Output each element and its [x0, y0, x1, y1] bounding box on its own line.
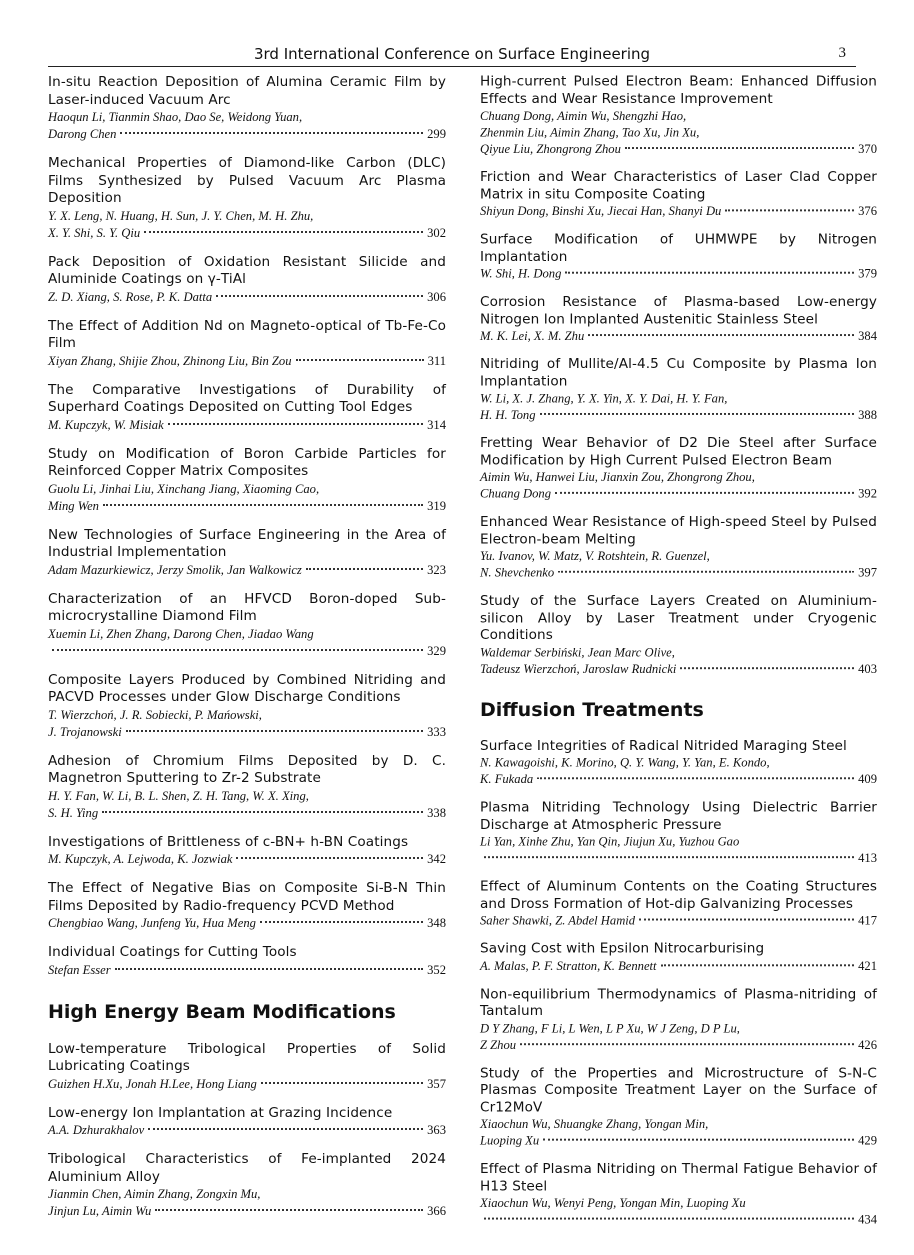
toc-entry [480, 169, 877, 220]
entry-page-number: 342 [427, 852, 446, 866]
entry-authors-last: Jinjun Lu, Aimin Wu [48, 1204, 152, 1218]
entry-page-line [48, 643, 446, 660]
entry-authors: Li Yan, Xinhe Zhu, Yan Qin, Jiujun Xu, Yuzhou Gao [480, 834, 740, 849]
entry-authors: Jianmin Chen, Aimin Zhang, Zongxin Mu, [48, 1187, 261, 1201]
entry-page-number: 397 [858, 565, 877, 580]
entry-authors-last: Chuang Dong [480, 487, 552, 501]
entry-title: High-current Pulsed Electron Beam: Enhanced Diffusion Effects and Wear Resistance Improvement [480, 74, 877, 107]
entry-authors-last: Xiyan Zhang, Shijie Zhou, Zhinong Liu, Bin Zou [48, 353, 292, 368]
toc-entry [48, 944, 446, 979]
entry-page-line [480, 266, 877, 283]
entry-authors: Waldemar Serbiński, Jean Marc Olive, [480, 645, 675, 659]
entry-page-number: 299 [427, 127, 446, 141]
entry-authors-last: W. Shi, H. Dong [480, 266, 562, 281]
entry-page-number: 302 [427, 225, 446, 240]
entry-title: Study of the Surface Layers Created on Aluminium-silicon Alloy by Laser Treatment under Cryogenic Conditions [480, 593, 877, 643]
entry-page-line [480, 328, 877, 345]
toc-right-column [480, 74, 877, 1240]
entry-page-line [480, 204, 877, 221]
dot-leader [680, 667, 854, 669]
dot-leader [725, 209, 854, 211]
entry-authors-last: Chengbiao Wang, Junfeng Yu, Hua Meng [48, 916, 256, 930]
dot-leader [115, 968, 423, 970]
dot-leader [168, 423, 423, 425]
entry-authors-last: M. Kupczyk, W. Misiak [48, 417, 164, 432]
entry-title: Effect of Aluminum Contents on the Coating Structures and Dross Formation of Hot-dip Galvanizing Processes [480, 878, 877, 912]
dot-leader [126, 730, 423, 732]
entry-page-number: 357 [427, 1076, 446, 1091]
entry-authors-last: Qiyue Liu, Zhongrong Zhou [480, 142, 621, 156]
dot-leader [103, 504, 423, 506]
dot-leader [120, 132, 423, 134]
toc-entry [480, 879, 877, 930]
entry-authors-last: A.A. Dzhurakhalov [48, 1123, 145, 1137]
entry-title: The Effect of Negative Bias on Composite Si-B-N Thin Films Deposited by Radio-frequency PCVD Method [48, 880, 446, 914]
toc-entry [480, 738, 877, 788]
entry-page-number: 333 [427, 724, 446, 739]
entry-page-number: 434 [858, 1212, 877, 1227]
dot-leader [565, 272, 854, 274]
entry-authors-last: S. H. Ying [48, 805, 99, 820]
entry-title: Surface Modification of UHMWPE by Nitrogen Implantation [480, 231, 877, 265]
entry-authors-last: Stefan Esser [48, 962, 111, 977]
entry-title: Low-temperature Tribological Properties of Solid Lubricating Coatings [48, 1040, 446, 1074]
entry-authors-last: M. Kupczyk, A. Lejwoda, K. Jozwiak [48, 852, 233, 866]
entry-authors: Haoqun Li, Tianmin Shao, Dao Se, Weidong Yuan, [48, 110, 303, 124]
toc-entry [480, 593, 877, 677]
entry-authors: Y. X. Leng, N. Huang, H. Sun, J. Y. Chen, M. H. Zhu, [48, 208, 314, 223]
dot-leader [155, 1209, 423, 1211]
entry-authors: T. Wierzchoń, J. R. Sobiecki, P. Mańowski, [48, 707, 262, 722]
entry-authors-last: Z. D. Xiang, S. Rose, P. K. Datta [48, 289, 213, 304]
entry-page-line [48, 498, 446, 515]
toc-entry [480, 800, 877, 867]
dot-leader [216, 295, 423, 297]
toc-entry [48, 318, 446, 370]
toc-entry [48, 74, 446, 143]
toc-entry [48, 382, 446, 434]
toc-entry [480, 435, 877, 502]
entry-title: Fretting Wear Behavior of D2 Die Steel after Surface Modification by High Current Pulsed Electron Beam [480, 435, 877, 469]
toc-entry [48, 880, 446, 932]
dot-leader [555, 492, 854, 494]
entry-authors: N. Kawagoishi, K. Morino, Q. Y. Wang, Y. Yan, E. Kondo, [480, 755, 770, 770]
conference-title: 3rd International Conference on Surface Engineering [253, 45, 651, 63]
entry-page-number: 370 [858, 142, 877, 156]
toc-entry [480, 1161, 877, 1228]
entry-page-line [48, 289, 446, 306]
entry-page-number: 306 [427, 289, 446, 304]
entry-authors-last: Guizhen H.Xu, Jonah H.Lee, Hong Liang [48, 1076, 257, 1091]
dot-leader [296, 359, 424, 361]
entry-authors: Aimin Wu, Hanwei Liu, Jianxin Zou, Zhongrong Zhou, [480, 470, 755, 485]
entry-page-number: 403 [858, 661, 877, 676]
entry-title: Enhanced Wear Resistance of High-speed Steel by Pulsed Electron-beam Melting [480, 514, 877, 547]
entry-page-number: 348 [427, 916, 446, 930]
entry-page-number: 319 [427, 498, 446, 513]
entry-authors: Xuemin Li, Zhen Zhang, Darong Chen, Jiadao Wang [48, 626, 314, 641]
entry-authors-last: Adam Mazurkiewicz, Jerzy Smolik, Jan Walkowicz [48, 562, 302, 577]
section-heading: High Energy Beam Modifications [48, 1000, 396, 1023]
entry-page-line [48, 805, 446, 822]
entry-page-number: 409 [858, 772, 877, 787]
entry-authors-last: H. H. Tong [480, 408, 536, 422]
entry-page-line [48, 1122, 446, 1139]
entry-title: Saving Cost with Epsilon Nitrocarburising [480, 940, 765, 957]
dot-leader [639, 919, 854, 921]
dot-leader [144, 231, 423, 233]
entry-page-number: 352 [427, 962, 446, 977]
toc-entry [480, 986, 877, 1053]
entry-page-number: 338 [427, 805, 446, 820]
entry-title: Tribological Characteristics of Fe-implanted 2024 Aluminium Alloy [48, 1151, 446, 1185]
entry-title: Effect of Plasma Nitriding on Thermal Fatigue Behavior of H13 Steel [480, 1161, 877, 1194]
entry-page-line [480, 1133, 877, 1150]
entry-authors: Guolu Li, Jinhai Liu, Xinchang Jiang, Xiaoming Cao, [48, 481, 320, 496]
toc-entry [48, 446, 446, 515]
entry-page-line [480, 141, 877, 158]
entry-authors-last: Darong Chen [48, 127, 117, 141]
entry-authors: Xiaochun Wu, Wenyi Peng, Yongan Min, Luoping Xu [480, 1196, 746, 1210]
toc-entry [480, 514, 877, 581]
toc-entry [48, 834, 446, 869]
entry-page-number: 413 [858, 851, 877, 865]
toc-left-column [48, 74, 446, 1232]
entry-page-line [480, 850, 877, 867]
entry-authors: Xiaochun Wu, Shuangke Zhang, Yongan Min, [480, 1117, 709, 1131]
dot-leader [543, 1139, 854, 1141]
entry-title: Study of the Properties and Microstructure of S-N-C Plasmas Composite Treatment Layer on the Surface of Cr12MoV [480, 1065, 877, 1115]
entry-authors-last: Shiyun Dong, Binshi Xu, Jiecai Han, Shanyi Du [480, 204, 722, 219]
dot-leader [306, 568, 423, 570]
entry-authors-last: Z Zhou [480, 1037, 517, 1052]
dot-leader [484, 1218, 854, 1220]
entry-page-number: 392 [858, 487, 877, 501]
entry-page-number: 366 [427, 1204, 446, 1218]
entry-authors-last: M. K. Lei, X. M. Zhu [480, 329, 585, 343]
entry-authors-last: Ming Wen [48, 498, 99, 513]
dot-leader [52, 649, 423, 651]
toc-entry [48, 155, 446, 242]
toc-entry [480, 1065, 877, 1149]
dot-leader [558, 571, 854, 573]
dot-leader [236, 857, 423, 859]
dot-leader [537, 777, 854, 779]
entry-page-number: 323 [427, 562, 446, 577]
dot-leader [148, 1128, 423, 1130]
entry-page-line [48, 915, 446, 932]
toc-entry [480, 74, 877, 158]
entry-page-line [480, 913, 877, 930]
entry-title: Corrosion Resistance of Plasma-based Low-energy Nitrogen Ion Implanted Austenitic Stainless Steel [480, 294, 877, 327]
entry-page-line [48, 1076, 446, 1093]
entry-page-number: 421 [858, 958, 877, 973]
entry-title: Nitriding of Mullite/Al-4.5 Cu Composite by Plasma Ion Implantation [480, 356, 877, 390]
section-heading: Diffusion Treatments [480, 698, 704, 721]
dot-leader [540, 413, 855, 415]
toc-entry [480, 294, 877, 345]
entry-title: Low-energy Ion Implantation at Grazing Incidence [48, 1104, 393, 1121]
entry-title: Investigations of Brittleness of c-BN+ h-BN Coatings [48, 833, 409, 850]
entry-authors-last: A. Malas, P. F. Stratton, K. Bennett [480, 958, 657, 973]
toc-entry [48, 527, 446, 579]
entry-page-line [480, 1037, 877, 1054]
entry-authors-last: J. Trojanowski [48, 724, 122, 739]
entry-authors-last: Saher Shawki, Z. Abdel Hamid [480, 913, 636, 928]
entry-page-number: 329 [427, 643, 446, 658]
toc-entry [480, 356, 877, 423]
entry-authors-last: N. Shevchenko [480, 565, 555, 580]
entry-page-line [480, 1212, 877, 1229]
entry-title: Surface Integrities of Radical Nitrided Maraging Steel [480, 737, 847, 754]
dot-leader [588, 334, 854, 336]
toc-entry [48, 753, 446, 822]
entry-title: The Comparative Investigations of Durability of Superhard Coatings Deposited on Cutting Tool Edges [48, 381, 446, 415]
toc-entry [48, 1105, 446, 1140]
entry-page-number: 384 [858, 329, 877, 343]
entry-authors-last: Tadeusz Wierzchoń, Jaroslaw Rudnicki [480, 661, 677, 676]
entry-page-number: 417 [858, 913, 877, 928]
entry-title: Pack Deposition of Oxidation Resistant Silicide and Aluminide Coatings on γ-TiAl [48, 253, 446, 287]
entry-page-number: 429 [858, 1133, 877, 1148]
dot-leader [102, 811, 423, 813]
toc-entry [480, 232, 877, 283]
entry-page-line [48, 417, 446, 434]
dot-leader [484, 856, 854, 858]
entry-authors: Zhenmin Liu, Aimin Zhang, Tao Xu, Jin Xu, [480, 125, 700, 140]
entry-title: Characterization of an HFVCD Boron-doped Sub-microcrystalline Diamond Film [48, 590, 446, 624]
entry-title: New Technologies of Surface Engineering in the Area of Industrial Implementation [48, 526, 446, 560]
toc-entry [48, 254, 446, 306]
entry-title: Composite Layers Produced by Combined Nitriding and PACVD Processes under Glow Discharge Conditions [48, 671, 446, 705]
entry-title: Adhesion of Chromium Films Deposited by D. C. Magnetron Sputtering to Zr-2 Substrate [48, 752, 446, 786]
entry-page-line [48, 225, 446, 242]
entry-title: Study on Modification of Boron Carbide Particles for Reinforced Copper Matrix Composites [48, 445, 446, 479]
entry-page-line [48, 1203, 446, 1220]
entry-authors-last: X. Y. Shi, S. Y. Qiu [48, 225, 141, 240]
dot-leader [520, 1043, 854, 1045]
page-number: 3 [838, 45, 846, 61]
entry-page-number: 311 [427, 353, 446, 368]
dot-leader [261, 1082, 423, 1084]
entry-page-line [48, 962, 446, 979]
running-header [48, 44, 856, 67]
entry-authors-last: Luoping Xu [480, 1133, 540, 1148]
entry-authors: H. Y. Fan, W. Li, B. L. Shen, Z. H. Tang, W. X. Xing, [48, 788, 309, 803]
entry-authors: W. Li, X. J. Zhang, Y. X. Yin, X. Y. Dai, H. Y. Fan, [480, 391, 728, 406]
entry-page-line [480, 771, 877, 788]
entry-title: In-situ Reaction Deposition of Alumina Ceramic Film by Laser-induced Vacuum Arc [48, 74, 446, 108]
entry-page-line [48, 353, 446, 370]
dot-leader [661, 964, 855, 966]
entry-page-number: 376 [858, 204, 877, 219]
entry-title: Non-equilibrium Thermodynamics of Plasma-nitriding of Tantalum [480, 986, 877, 1019]
entry-page-line [48, 126, 446, 143]
entry-page-line [480, 958, 877, 975]
entry-authors-last: K. Fukada [480, 772, 534, 787]
entry-page-number: 426 [858, 1037, 877, 1052]
entry-title: The Effect of Addition Nd on Magneto-optical of Tb-Fe-Co Film [48, 317, 446, 351]
entry-authors: D Y Zhang, F Li, L Wen, L P Xu, W J Zeng, D P Lu, [480, 1021, 740, 1035]
toc-entry [48, 1041, 446, 1093]
entry-page-number: 314 [427, 417, 446, 432]
entry-page-number: 363 [427, 1123, 446, 1137]
entry-title: Individual Coatings for Cutting Tools [48, 944, 297, 960]
entry-title: Plasma Nitriding Technology Using Dielectric Barrier Discharge at Atmospheric Pressure [480, 799, 877, 833]
entry-authors: Chuang Dong, Aimin Wu, Shengzhi Hao, [480, 109, 687, 123]
dot-leader [625, 147, 854, 149]
dot-leader [260, 921, 423, 923]
toc-entry [480, 941, 877, 975]
toc-entry [48, 1151, 446, 1220]
entry-page-line [480, 407, 877, 424]
entry-page-line [480, 486, 877, 503]
entry-title: Friction and Wear Characteristics of Laser Clad Copper Matrix in situ Composite Coating [480, 169, 877, 203]
entry-page-line [480, 565, 877, 582]
entry-page-line [480, 661, 877, 678]
entry-page-number: 379 [858, 266, 877, 281]
entry-page-number: 388 [858, 408, 877, 422]
toc-entry [48, 591, 446, 660]
toc-entry [48, 672, 446, 741]
entry-title: Mechanical Properties of Diamond-like Carbon (DLC) Films Synthesized by Pulsed Vacuum Arc Plasma Deposition [48, 155, 446, 206]
entry-page-line [48, 724, 446, 741]
entry-authors: Yu. Ivanov, W. Matz, V. Rotshtein, R. Guenzel, [480, 549, 710, 563]
entry-page-line [48, 851, 446, 868]
entry-page-line [48, 562, 446, 579]
